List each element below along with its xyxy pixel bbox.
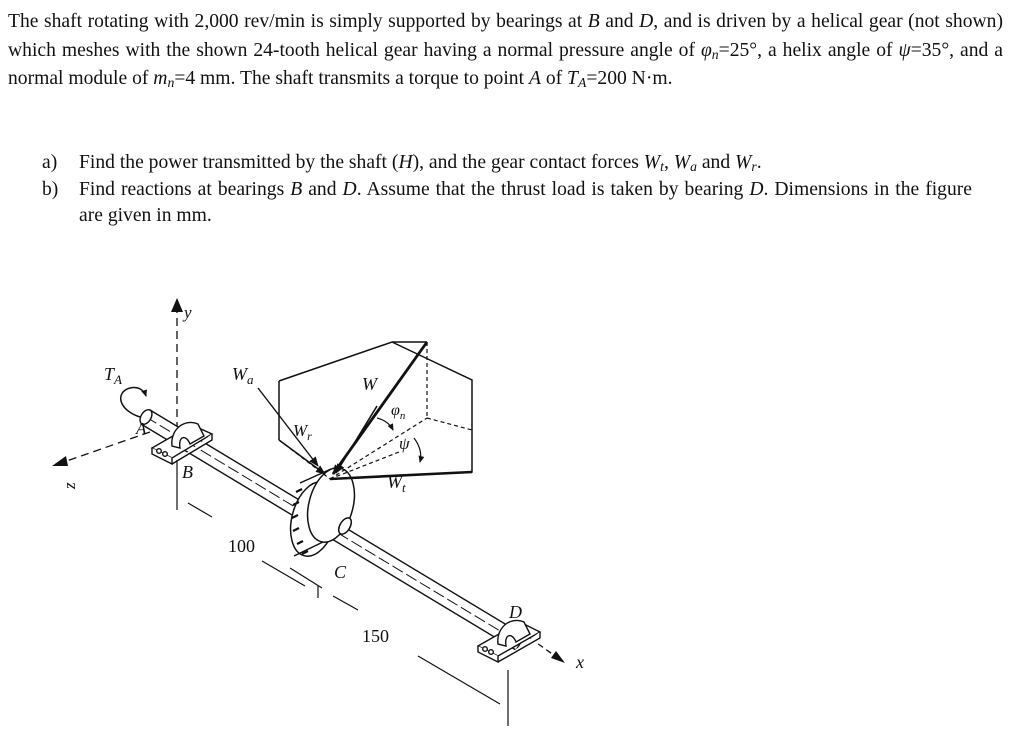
phi-label: $\varphi_n$ — [391, 402, 406, 422]
y-axis-label: y — [184, 303, 192, 322]
psi-arc — [414, 438, 421, 462]
point-c-label: C — [334, 562, 347, 582]
dimension-cd: 150 — [362, 626, 389, 646]
part-b-text-4: . Dimensions in the figure are given in mm. — [79, 179, 972, 226]
helix-angle-value: =35° — [910, 39, 950, 61]
coordinate-axes — [52, 298, 565, 663]
wt-label: $W_t$ — [387, 472, 406, 495]
part-a-wa-symbol: W — [673, 152, 691, 173]
pressure-angle-value: =25° — [718, 39, 758, 61]
module-symbol: m — [153, 68, 168, 90]
intro-text-5: , and a normal module of — [8, 39, 1003, 90]
part-a-text-3: , — [663, 152, 674, 173]
part-b-bearing-b: B — [290, 179, 303, 200]
psi-label: ψ — [399, 434, 410, 453]
part-a-wt-symbol: W — [643, 152, 661, 173]
wr-label: $W_r$ — [293, 421, 312, 443]
wa-arrow — [258, 388, 318, 466]
module-value: =4 mm — [174, 68, 231, 90]
part-a-power-symbol: H — [398, 152, 413, 173]
intro-text-3: , and is driven by a helical gear (not shown) which meshes with the shown 24-tooth helical gear having a normal pressure angle of — [8, 11, 1003, 61]
intro-text-1: The shaft rotating with 2,000 rev/min is simply supported by bearings at — [8, 11, 588, 32]
helix-angle-symbol: ψ — [898, 39, 911, 61]
force-box — [279, 342, 472, 479]
z-axis-label: z — [60, 482, 79, 489]
w-label: W — [362, 374, 377, 394]
torque-value: =200 N·m. — [586, 68, 673, 90]
dimension-bc: 100 — [228, 536, 255, 556]
point-b-label: B — [182, 462, 193, 482]
part-a-text-2: ), and the gear contact forces — [412, 152, 644, 173]
x-axis-label: x — [576, 652, 584, 672]
module-subscript: n — [167, 75, 175, 91]
part-a-label: a) — [42, 152, 58, 173]
part-b-text-2: and — [302, 179, 343, 200]
part-a-wr-subscript: r — [751, 159, 757, 174]
torque-symbol: T — [567, 68, 578, 90]
intro-bearing-b: B — [587, 11, 600, 32]
point-a-label: A — [136, 419, 147, 438]
part-b-label: b) — [42, 179, 59, 200]
pressure-angle-subscript: n — [711, 46, 719, 62]
torque-label: $T_A$ — [104, 364, 122, 387]
force-vectors — [258, 342, 427, 474]
part-a-wt-subscript: t — [660, 159, 664, 174]
part-b-text-1: Find reactions at bearings — [79, 179, 291, 200]
part-a-text-1: Find the power transmitted by the shaft ( — [79, 152, 399, 173]
intro-text-4: , a helix angle of — [757, 39, 899, 61]
intro-bearing-d: D — [639, 11, 654, 32]
intro-point-a: A — [528, 68, 541, 90]
torque-subscript: A — [577, 75, 587, 91]
part-b-bearing-d: D — [342, 179, 357, 200]
part-a-text-5: . — [756, 152, 762, 173]
wa-label: $W_a$ — [232, 364, 254, 387]
intro-text-7: of — [540, 68, 568, 90]
part-a-wa-subscript: a — [690, 159, 697, 174]
part-a-text-4: and — [696, 152, 736, 173]
intro-text-2: and — [599, 11, 640, 32]
part-b-bearing-d-thrust: D — [749, 179, 764, 200]
phi-arc — [377, 418, 393, 430]
part-b-text-3: . Assume that the thrust load is taken by bearing — [356, 179, 750, 200]
pressure-angle-symbol: φ — [700, 39, 712, 61]
point-d-label: D — [509, 602, 522, 622]
intro-text-6: . The shaft transmits a torque to point — [230, 68, 529, 90]
part-a-wr-symbol: W — [735, 152, 752, 173]
